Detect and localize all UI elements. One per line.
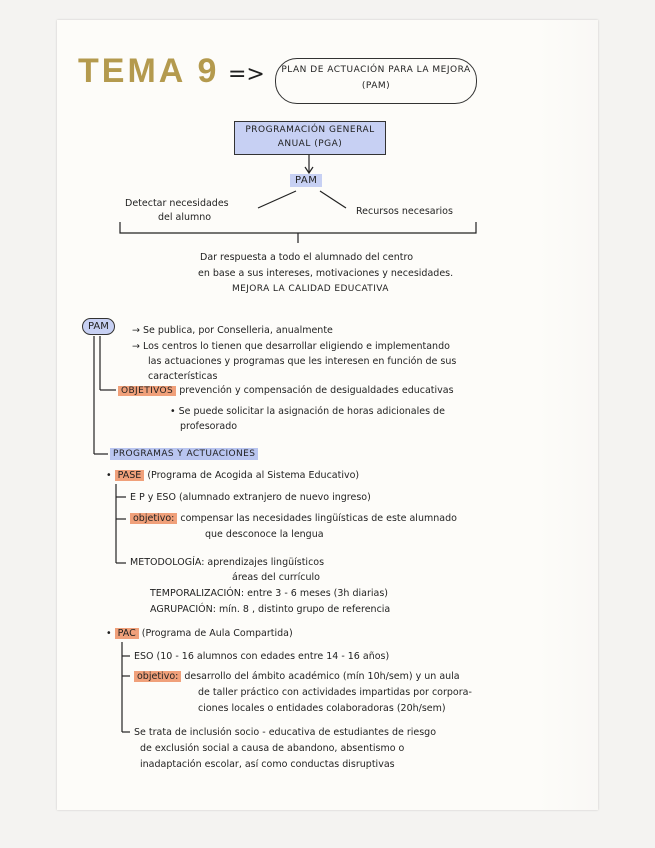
programas-heading bbox=[110, 448, 258, 461]
pac-item3-line2: de exclusión social a causa de abandono, absentismo o bbox=[140, 743, 405, 754]
summary-line1: Dar respuesta a todo el alumnado del centro bbox=[200, 252, 414, 263]
branch-left-line2: del alumno bbox=[158, 212, 212, 223]
pac-objetivo-line2: de taller práctico con actividades impartidas por corpora- bbox=[198, 687, 472, 698]
pase-objetivo-row bbox=[130, 512, 457, 525]
pac-bullet: • bbox=[106, 628, 112, 639]
objetivos-sub-line1: • Se puede solicitar la asignación de horas adicionales de bbox=[170, 406, 445, 417]
branch-right: Recursos necesarios bbox=[356, 206, 453, 217]
pac-title: (Programa de Aula Compartida) bbox=[141, 628, 293, 639]
branch-right-arrow bbox=[320, 191, 346, 208]
pase-item1: E P y ESO (alumnado extranjero de nuevo ingreso) bbox=[130, 492, 371, 503]
pga-box bbox=[234, 121, 386, 155]
pase-metodologia-line1: METODOLOGÍA: aprendizajes lingüísticos bbox=[130, 557, 325, 568]
pam-point2-line3: características bbox=[148, 371, 218, 382]
plan-line2: (PAM) bbox=[361, 81, 391, 91]
pac-objetivo-row bbox=[134, 670, 460, 683]
pga-line1: PROGRAMACIÓN GENERAL bbox=[245, 125, 375, 135]
objetivos-label: OBJETIVOS bbox=[118, 386, 176, 396]
title-arrow: => bbox=[228, 62, 265, 87]
pam-point2-line1: → Los centros lo tienen que desarrollar eligiendo e implementando bbox=[132, 341, 450, 352]
branch-left-arrow bbox=[258, 191, 296, 208]
pam-point1: → Se publica, por Conselleria, anualmente bbox=[132, 325, 333, 336]
summary-line2: en base a sus intereses, motivaciones y necesidades. bbox=[198, 268, 454, 279]
objetivos-row bbox=[118, 384, 454, 398]
pase-objetivo-label: objetivo: bbox=[130, 513, 177, 524]
pac-item1: ESO (10 - 16 alumnos con edades entre 14 - 16 años) bbox=[134, 651, 390, 662]
branch-left-line1: Detectar necesidades bbox=[125, 198, 229, 209]
pase-bullet: • bbox=[106, 470, 112, 481]
pase-title: (Programa de Acogida al Sistema Educativo) bbox=[147, 470, 360, 481]
pase-label: PASE bbox=[115, 470, 145, 481]
objetivos-sub-line2: profesorado bbox=[180, 421, 238, 432]
pase-objetivo-line1: compensar las necesidades lingüísticas de este alumnado bbox=[180, 513, 457, 524]
pase-temporalizacion: TEMPORALIZACIÓN: entre 3 - 6 meses (3h diarias) bbox=[150, 588, 388, 599]
pase-title-row bbox=[106, 469, 359, 482]
pase-metodologia-line2: áreas del currículo bbox=[232, 572, 320, 583]
plan-line1: PLAN DE ACTUACIÓN PARA LA MEJORA bbox=[281, 65, 471, 75]
pac-item3-line3: inadaptación escolar, así como conductas disruptivas bbox=[140, 759, 395, 770]
pac-label: PAC bbox=[115, 628, 139, 639]
page-title: TEMA 9 bbox=[78, 52, 220, 90]
summary-line3: MEJORA LA CALIDAD EDUCATIVA bbox=[232, 284, 389, 294]
pase-agrupacion: AGRUPACIÓN: mín. 8 , distinto grupo de referencia bbox=[150, 604, 391, 615]
pase-objetivo-line2: que desconoce la lengua bbox=[205, 529, 324, 540]
pac-objetivo-label: objetivo: bbox=[134, 671, 181, 682]
pac-objetivo-line1: desarrollo del ámbito académico (mín 10h/sem) y un aula bbox=[184, 671, 460, 682]
pam-section-label: PAM bbox=[82, 318, 115, 335]
pga-line2: ANUAL (PGA) bbox=[277, 139, 343, 149]
pam-point2-line2: las actuaciones y programas que les interesen en función de sus bbox=[148, 356, 457, 367]
pac-objetivo-line3: ciones locales o entidades colaboradoras (20h/sem) bbox=[198, 703, 446, 714]
pac-title-row bbox=[106, 627, 293, 640]
objetivos-text: prevención y compensación de desigualdades educativas bbox=[179, 385, 454, 396]
pac-item3-line1: Se trata de inclusión socio - educativa de estudiantes de riesgo bbox=[134, 727, 437, 738]
programas-heading-text: PROGRAMAS Y ACTUACIONES bbox=[110, 448, 258, 460]
pam-center-label: PAM bbox=[290, 174, 322, 187]
plan-cloud bbox=[275, 58, 477, 104]
